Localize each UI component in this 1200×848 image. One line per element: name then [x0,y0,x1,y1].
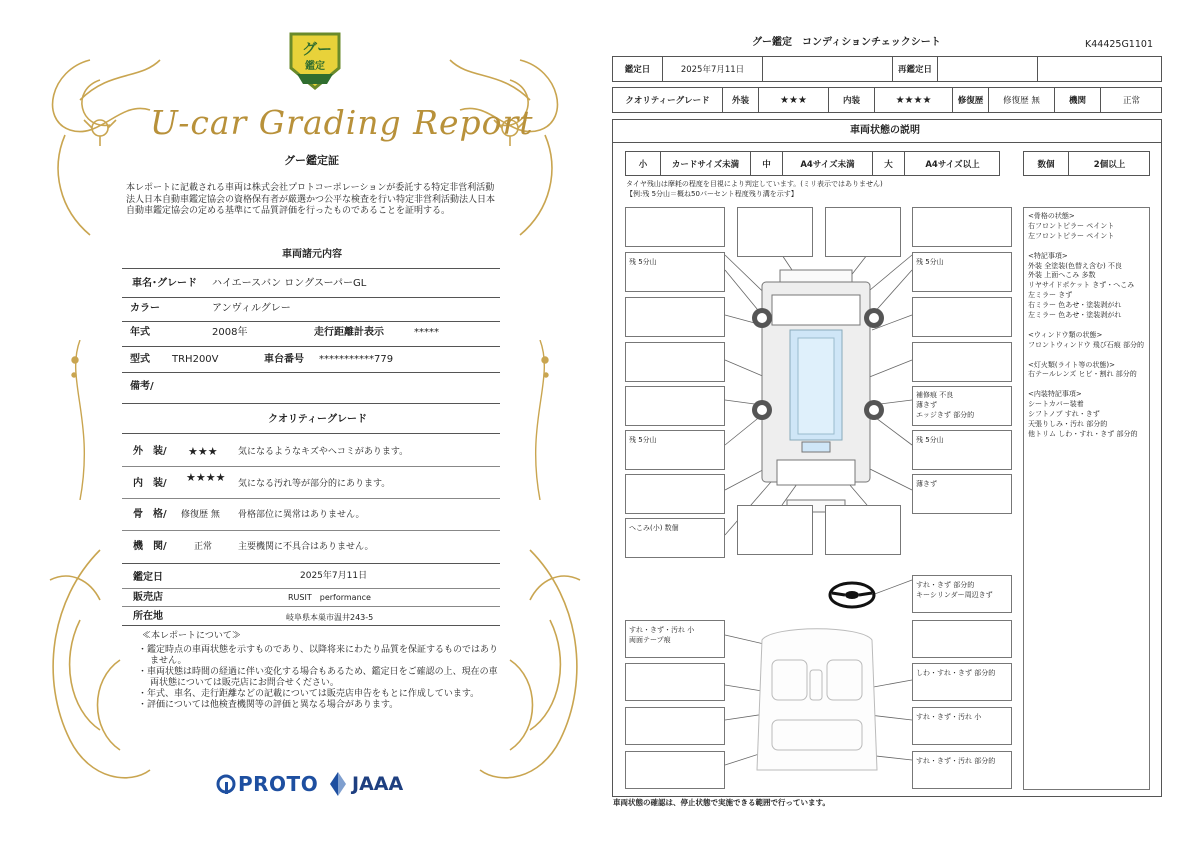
interior-box-r3: すれ・きず・汚れ 部分的 [912,751,1012,789]
note-line: 右ミラー 色あせ・塗装剥がれ [1028,301,1122,310]
note-line: 外装 全塗装(色替え含む) 不良 [1028,261,1122,270]
tire-note-2: 【例:残 5分山＝概ね50パーセント程度残り溝を示す】 [626,190,798,198]
count-label: 数個 [1024,152,1069,175]
engine-value: 正常 [194,542,213,552]
count-legend [1023,151,1150,176]
note-line: 左ミラー 色あせ・塗装剥がれ [1028,311,1122,320]
engine-label-cell: 機関 [1055,88,1101,112]
ext-stars-cell: ★★★ [759,88,829,112]
note-line: <内装特記事項> [1028,390,1082,399]
frame-text: 骨格部位に異常はありません。 [238,510,365,520]
interior-box-left: すれ・きず・汚れ 小 両面テープ痕 [625,620,725,658]
ornament-side-left [60,340,100,500]
date-label-cell: 鑑定日 [613,57,663,81]
damage-box [625,207,725,247]
interior-box [625,751,725,789]
damage-box-right-mid: 補修痕 不良 薄きず エッジきず 部分的 [912,386,1012,426]
dealer-value: RUSIT performance [288,593,371,602]
proto-logo [216,772,318,796]
size-large-desc: A4サイズ以上 [925,159,980,170]
interior-box [625,707,725,745]
chassis-label: 車台番号 [264,354,304,365]
date-value-cell: 2025年7月11日 [663,57,763,81]
remarks-label: 備考/ [130,381,154,392]
interior-label: 内 装/ [133,478,167,489]
damage-box [737,207,813,257]
damage-box-fl-tire: 残 5分山 [625,252,725,292]
spec-heading: 車両諸元内容 [282,249,342,260]
proto-mark-icon [216,774,236,794]
count-value: 2個以上 [1093,159,1126,170]
int-stars-cell: ★★★★ [875,88,953,112]
note-line: <灯火類(ライト等の状態)> [1028,360,1115,369]
tire-note-1: タイヤ残山は摩耗の程度を目視により判定しています。(ミリ表示ではありません) [626,180,883,188]
note-line: 右フロントピラー ペイント [1028,221,1115,230]
quality-heading: クオリティーグレード [268,414,367,425]
note-line [1028,351,1145,361]
int-label-cell: 内装 [829,88,875,112]
note-line: 左フロントピラー ペイント [1028,231,1115,240]
damage-box [625,297,725,337]
damage-box-fr-tire: 残 5分山 [912,252,1012,292]
damage-box [625,386,725,426]
damage-box [912,342,1012,382]
note-item: ・鑑定時点の車両状態を示すものであり、以降将来にわたり品質を保証するものではありません。 [138,645,499,666]
interior-box-r2: すれ・きず・汚れ 小 [912,707,1012,745]
damage-box [825,505,901,555]
notes-column [1023,207,1150,790]
note-line: リヤサイドポケット きず・へこみ [1028,281,1135,290]
dealer-label: 販売店 [133,592,163,603]
damage-box [737,505,813,555]
exterior-text: 気になるようなキズやヘコミがあります。 [238,447,409,457]
steering-wheel-icon [828,580,876,610]
interior-box [912,620,1012,658]
model-label: 型式 [130,354,150,365]
damage-box [625,342,725,382]
interior-box-r1: しわ・すれ・きず 部分的 [912,663,1012,701]
damage-box [625,474,725,514]
note-line: <ウィンドウ類の状態> [1028,330,1103,339]
name-label: 車名･グレード [132,278,197,289]
footer-note: 車両状態の確認は、停止状態で実施できる範囲で行っています。 [613,798,830,807]
notes-list [138,645,498,711]
frame-label: 骨 格/ [133,509,167,520]
sheet-id: K44425G1101 [1085,39,1153,50]
note-line: <骨格の状態> [1028,212,1075,220]
goo-badge-logo [287,30,343,92]
report-title: U-car Grading Report [150,103,534,142]
jaaa-mark-icon [328,772,348,796]
note-line: 他トリム しわ・すれ・きず 部分的 [1028,429,1138,438]
jaaa-wordmark: JAAA [352,773,404,795]
model-value: TRH200V [172,354,219,365]
condition-heading: 車両状態の説明 [850,125,920,136]
notes-title: ≪本レポートについて≫ [142,631,241,641]
color-label: カラー [130,303,160,314]
year-label: 年式 [130,327,150,338]
ext-label-cell: 外装 [723,88,759,112]
damage-box [912,207,1012,247]
certificate-paragraph: 本レポートに記載される車両は株式会社プロトコーポレーションが委託する特定非営利活動法人日本自動車鑑定協会の資格保有者が厳選かつ公平な検査を行い特定非営利活動法人日本自動車鑑定協会の定める基準にて品質評価を行ったものであることを証明する。 [126,183,496,216]
note-line: 外装 上面へこみ 多数 [1028,271,1096,280]
interior-box-steering: すれ・きず 部分的 キーシリンダー周辺きず [912,575,1012,613]
date-row [612,56,1162,82]
certificate-title: グー鑑定証 [284,154,339,167]
note-line: シートカバー装着 [1028,400,1084,409]
note-line: 右テールレンズ ヒビ・割れ 部分的 [1028,370,1137,379]
redate-label-cell: 再鑑定日 [893,57,938,81]
damage-box-rr-tire: 残 5分山 [912,430,1012,470]
mileage-label: 走行距離計表示 [314,327,384,338]
damage-box-right-low: 薄きず [912,474,1012,514]
engine-value-cell: 正常 [1122,96,1140,106]
interior-text: 気になる汚れ等が部分的にあります。 [238,479,391,489]
note-line [1028,321,1145,331]
size-mid: 中 [751,152,783,175]
badge-text-bottom: 鑑定 [305,61,325,72]
date-label: 鑑定日 [133,572,163,583]
year-value: 2008年 [212,327,248,338]
mileage-value: ***** [414,327,439,338]
chassis-value: ***********779 [319,354,394,365]
color-value: アンヴィルグレー [212,303,291,314]
note-line: 天張りしみ・汚れ 部分的 [1028,419,1108,428]
ornament-side-right [520,340,560,500]
note-line: 左ミラー きず [1028,291,1073,300]
frame-value: 修復歴 無 [181,510,220,520]
badge-text-top: グー [302,40,333,58]
note-item: ・年式、車名、走行距離などの記載については販売店申告をもとに作成しています。 [138,689,480,699]
repair-value-cell: 修復歴 無 [989,88,1055,112]
interior-stars: ★★★★ [186,471,226,484]
damage-box [825,207,901,257]
size-legend [625,151,1000,176]
size-small: 小 [626,152,661,175]
damage-box-left-low: へこみ(小) 数個 [625,518,725,558]
note-line: <特記事項> [1028,251,1068,260]
date-value: 2025年7月11日 [300,571,368,581]
address-value: 岐阜県本巣市温井243-5 [286,613,374,622]
interior-box [625,663,725,701]
size-small-desc: カードサイズ未満 [661,152,751,175]
note-line [1028,242,1145,252]
size-mid-desc: A4サイズ未満 [783,152,873,175]
quality-label-cell: クオリティーグレード [613,88,723,112]
repair-label-cell: 修復歴 [953,88,989,112]
jaaa-logo [328,772,403,796]
note-line [1028,380,1145,390]
proto-wordmark: PROTO [238,772,319,796]
note-item: ・車両状態は時間の経過に伴い変化する場合もあるため、鑑定日をご確認の上、現在の車両状態については販売店にお問合せください。 [138,667,498,688]
note-line: フロントウィンドウ 飛び石痕 部分的 [1028,340,1145,349]
exterior-stars: ★★★ [188,445,218,458]
quality-row [612,87,1162,113]
size-large: 大 [873,152,905,175]
engine-text: 主要機関に不具合はありません。 [238,542,374,552]
note-item: ・評価については他検査機関等の評価と異なる場合があります。 [138,700,399,710]
damage-box-rl-tire: 残 5分山 [625,430,725,470]
engine-label: 機 関/ [133,541,167,552]
damage-box [912,297,1012,337]
exterior-label: 外 装/ [133,446,167,457]
note-line: シフトノブ すれ・きず [1028,410,1100,419]
name-value: ハイエースバン ロングスーパーGL [212,278,367,289]
address-label: 所在地 [133,611,163,622]
sheet-title: グー鑑定 コンディションチェックシート [752,37,941,48]
